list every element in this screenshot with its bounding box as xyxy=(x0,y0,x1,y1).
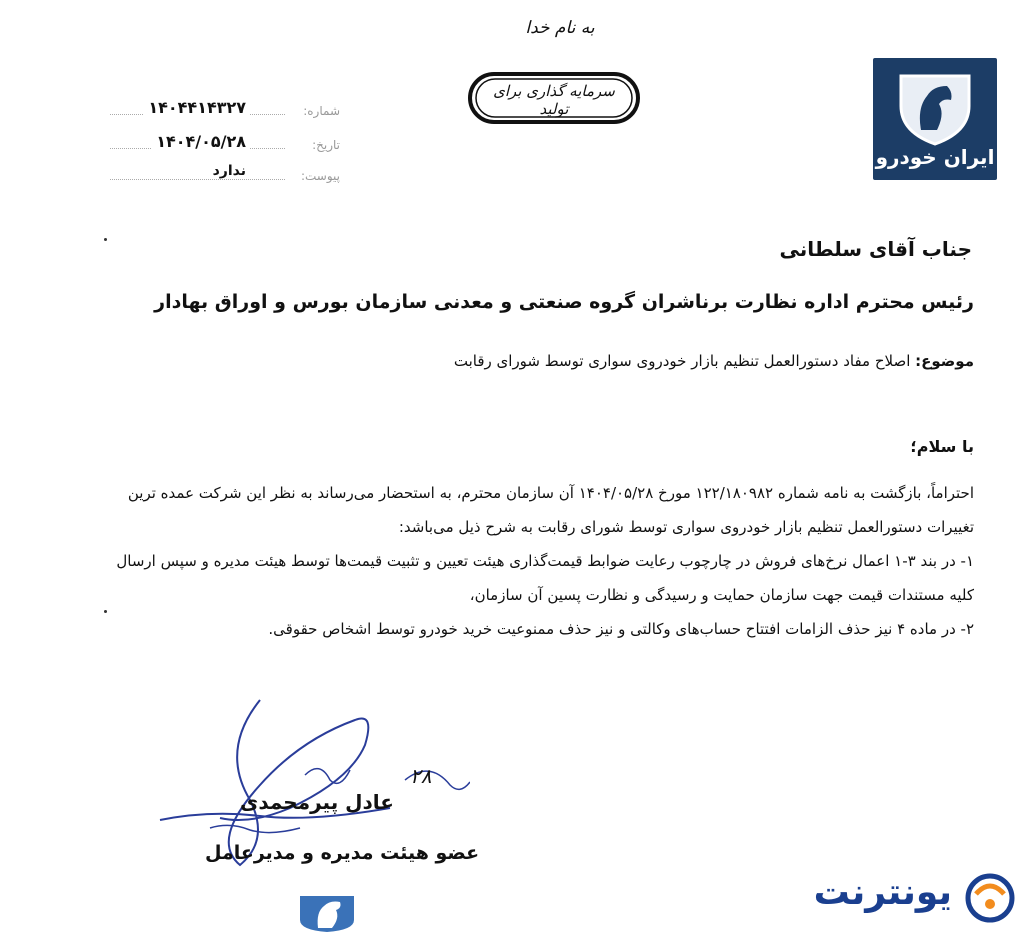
signatory-title: عضو هیئت مدیره و مدیرعامل xyxy=(205,842,480,864)
subject-text: اصلاح مفاد دستورالعمل تنظیم بازار خودروی سواری توسط شورای رقابت xyxy=(453,352,911,370)
attachment-row xyxy=(110,165,340,189)
body-paragraph: احتراماً، بازگشت به نامه شماره ۱۲۲/۱۸۰۹۸۲ مورخ ۱۴۰۴/۰۵/۲۸ آن سازمان محترم، به استحضار می‌رساند به نظر این شرکت عمده ترین تغییرات دستورالعمل تنظیم بازار خودروی سواری توسط شورای رقابت به شرح ذیل می‌باشد: xyxy=(127,484,974,536)
recipient-position: رئیس محترم اداره نظارت برناشران گروه صنعتی و معدنی سازمان بورس و اوراق بهادار xyxy=(154,291,974,313)
date-label: تاریخ: xyxy=(312,138,340,152)
date-value: ۱۴۰۴/۰۵/۲۸ xyxy=(152,132,250,151)
bismillah-heading: به نام خدا xyxy=(525,18,595,38)
speck xyxy=(104,238,107,241)
dotted-line xyxy=(110,179,285,180)
letter-number-row xyxy=(110,100,340,124)
brand-watermark: یونترنت xyxy=(813,872,952,913)
number-value: ۱۴۰۴۴۱۴۳۲۷ xyxy=(144,98,250,117)
company-logo-text: ایران خودرو xyxy=(875,145,995,169)
recipient-name: جناب آقای سلطانی xyxy=(779,237,972,261)
body-item-2: ۲- در ماده ۴ نیز حذف الزامات افتتاح حساب‌های وکالتی و نیز حذف ممنوعیت خرید خودرو توسط اشخاص حقوقی. xyxy=(268,620,974,638)
body-item-1: ۱- در بند ۳-۱ اعمال نرخ‌های فروش در چارچوب رعایت ضوابط قیمت‌گذاری هیئت تعیین و تثبیت قیمت‌ها توسط هیئت مدیره و سپس ارسال کلیه مستندات قیمت جهت سازمان حمایت و رسیدگی و نظارت پسین آن سازمان، xyxy=(116,552,974,604)
stamp-logo-icon xyxy=(296,890,358,932)
signatory-name: عادل پیرمحمدی xyxy=(240,790,394,814)
attachment-value: ندارد xyxy=(209,163,250,179)
slogan-text: سرمایه گذاری برای تولید xyxy=(493,82,615,118)
horse-shield-icon xyxy=(873,58,997,148)
letter-date-row xyxy=(110,134,340,158)
signature-date-note: ۲۸ xyxy=(410,764,432,788)
salutation: با سلام؛ xyxy=(910,437,974,456)
attachment-label: پیوست: xyxy=(300,169,340,183)
number-label: شماره: xyxy=(303,104,340,118)
subject-line xyxy=(454,352,974,370)
subject-label: موضوع: xyxy=(915,352,974,370)
letter-body xyxy=(94,476,974,646)
yjc-logo-icon xyxy=(962,872,1018,924)
